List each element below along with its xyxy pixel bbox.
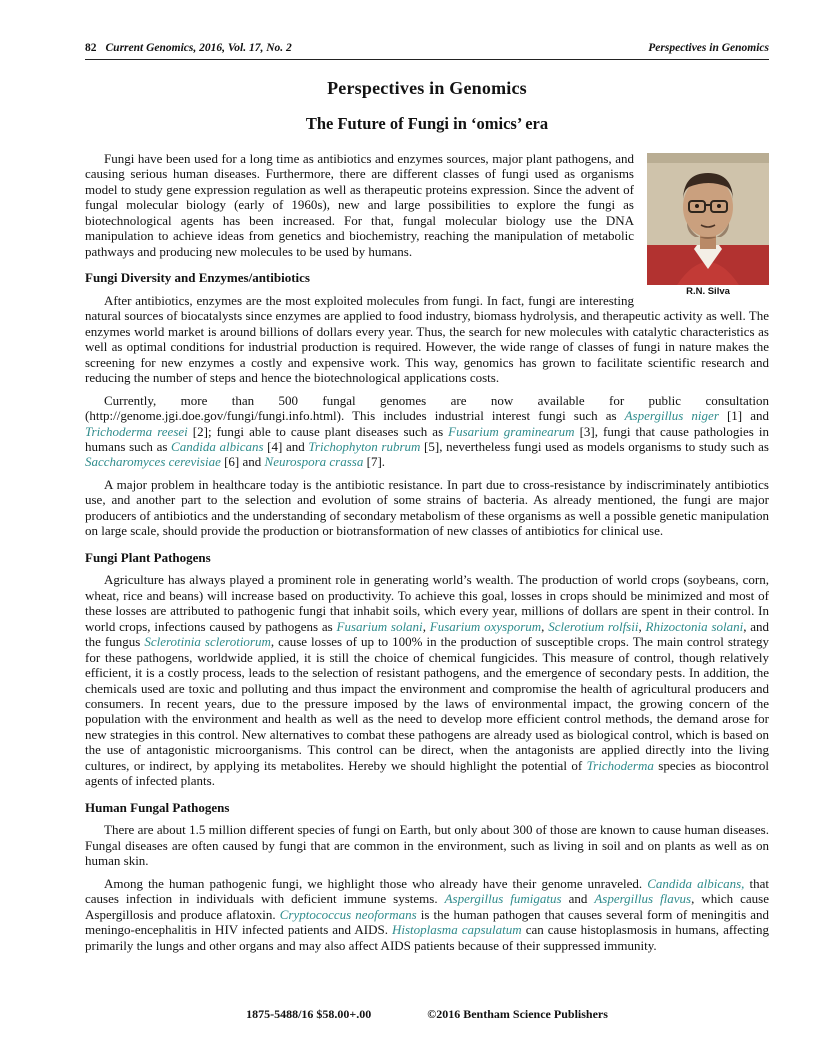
text-run: There are about 1.5 million different species of fungi on Earth, but only about 300 of those are known to cause human diseases. Fungal diseases are often caused by fungi that are common in the environment, such as living in soil and on plants as well as on human skin. <box>85 822 769 869</box>
paragraph <box>85 822 769 868</box>
text-run: [1] and <box>718 408 769 424</box>
paragraph <box>85 293 769 386</box>
taxon-name: Sclerotinia sclerotiorum <box>144 634 271 650</box>
text-run: , which cause Aspergillosis and produce aflatoxin. <box>85 891 769 922</box>
taxon-name: Neurospora crassa <box>264 454 364 470</box>
journal-citation <box>85 42 292 54</box>
journal-name: Current Genomics, 2016, Vol. 17, No. 2 <box>105 42 292 54</box>
author-photo-caption: R.N. Silva <box>686 286 730 297</box>
taxon-name: Fusarium oxysporum <box>429 618 542 634</box>
copyright-notice: ©2016 Bentham Science Publishers <box>427 1007 608 1021</box>
paragraph <box>85 876 769 953</box>
taxon-name: Sclerotium rolfsii <box>548 618 639 634</box>
text-run: , <box>541 618 549 634</box>
taxon-name: Histoplasma capsulatum <box>391 922 522 938</box>
paragraph <box>85 393 769 470</box>
text-run: After antibiotics, enzymes are the most exploited molecules from fungi. In fact, fungi are interesting natural sources of biocatalysts since enzymes are applied to food industry, biomass hydrolysis, and therapeutic activity as well. The enzymes world market is around billions of dollars every year. Thus, the search for new molecules with catalytic characteristics as well as optimal conditions for industrial production is required. However, the wide range of classes of fungi in nature makes the screening for new enzymes a costly and expensive work. This way, genomics has grown to facilitate scientific research and reducing the number of steps and hence the biotechnological applications costs. <box>85 292 769 386</box>
text-run: A major problem in healthcare today is the antibiotic resistance. In part due to cross-resistance by indiscriminately antibiotics use, and another part to the selection and evolution of some strains of bacteria. As already mentioned, the fungi are major producers of antibiotics and the understanding of secondary metabolism of these organisms as well a possible genetic manipulation on large scale, should provide the production or biotransformation of new classes of antibiotics for clinical use. <box>85 476 769 539</box>
author-photo <box>647 153 769 285</box>
text-run: [6] and <box>220 454 265 470</box>
taxon-name: Candida albicans, <box>647 875 745 891</box>
article-body <box>85 151 769 960</box>
running-head: Perspectives in Genomics <box>648 42 769 54</box>
section-heading-fungi-diversity: Fungi Diversity and Enzymes/antibiotics <box>85 270 310 286</box>
text-run: Among the human pathogenic fungi, we highlight those who already have their genome unraveled. <box>104 875 648 891</box>
text-run: , cause losses of up to 100% in the production of susceptible crops. The main control strategy for these pathogens, worldwide applied, it is still the choice of chemical fungicides. This measure of control, though relatively efficient, it is a costly process, leads to the selection of resistant pathogens, and the emergence of secondary pests. In addition, the chemicals used are toxic and polluting and thus impact the environment and compromise the health of agricultural producers and consumers. In recent years, due to the pressure imposed by the laws of environmental impact, the growing concern of the population with the environment and health as well as the need to develop more efficient control methods, the demand arose for new strategies in this control. New alternatives to combat these pathogens are already used as biological control, which is based on the use of antagonistic microorganisms. This control can be direct, when the antagonists are applied directly into the living cultures, or indirect, by applying its metabolites. Hereby we should highlight the potential of <box>85 634 769 773</box>
text-run: Agriculture has always played a prominent role in generating world’s wealth. The production of world crops (soybeans, corn, wheat, rice and beans) will increase based on productivity. To achieve this goal, losses in crops should be minimized and most of these losses are attributed to pathogenic fungi that inhabit soils, which every year, millions of dollars are spent in their control. In world crops, infections caused by pathogens as <box>85 572 769 634</box>
section-heading-human-pathogens: Human Fungal Pathogens <box>85 799 230 815</box>
text-run: and <box>561 891 595 907</box>
taxon-name: Cryptococcus neoformans <box>279 906 417 922</box>
taxon-name: Trichoderma reesei <box>85 423 188 439</box>
text-run: , <box>638 618 646 634</box>
text-run: that causes infection in individuals with deficient immune systems. <box>85 875 769 907</box>
text-run: Fungi have been used for a long time as antibiotics and enzymes sources, major plant pathogens, and causing serious human diseases. Furthermore, there are different classes of fungi used as organisms model to study gene expression regulation as well as therapeutic proteins expression. Since the advent of fungal molecular biology (early of 1960s), new and large possibilities to explore the fungi as biotechnological agents has been increased. For that, fungal molecular biology use the DNA manipulation to achieve ideas from genetics and biochemistry, reaching the manipulation of metabolic pathways and producing new molecules to be used by humans. <box>85 151 634 259</box>
taxon-name: Saccharomyces cerevisiae <box>85 454 221 470</box>
article-title: Perspectives in Genomics <box>327 78 527 98</box>
taxon-name: Aspergillus flavus <box>594 891 692 907</box>
text-run: [3], fungi that cause pathologies in humans such as <box>85 423 769 454</box>
page-header <box>85 42 769 54</box>
text-run: [5], nevertheless fungi used as models organisms to study such as <box>420 438 769 454</box>
paragraph <box>85 477 769 539</box>
header-divider <box>85 59 769 60</box>
page-footer <box>85 1007 769 1022</box>
page-number: 82 <box>85 42 97 54</box>
text-run: , and the fungus <box>85 618 770 650</box>
section-heading-plant-pathogens: Fungi Plant Pathogens <box>85 549 211 565</box>
taxon-name: Trichoderma <box>586 757 654 773</box>
taxon-name: Aspergillus fumigatus <box>444 891 562 907</box>
taxon-name: Trichophyton rubrum <box>308 438 421 454</box>
text-run: [7]. <box>363 454 386 470</box>
text-run: species as biocontrol agents of infected plants. <box>85 757 769 789</box>
text-run: can cause histoplasmosis in humans, affecting primarily the lungs and other organs and may also affect AIDS patients because of their suppressed immunity. <box>85 922 770 953</box>
text-run: Currently, more than 500 fungal genomes are now available for public consultation (http://genome.jgi.doe.gov/fungi/fungi.info.html). This includes industrial interest fungi such as <box>85 392 769 424</box>
taxon-name: Aspergillus niger <box>624 408 719 424</box>
taxon-name: Rhizoctonia solani <box>645 618 744 634</box>
taxon-name: Fusarium graminearum <box>448 423 575 439</box>
taxon-name: Candida albicans <box>171 438 264 454</box>
paragraph <box>85 572 769 789</box>
issn-price: 1875-5488/16 $58.00+.00 <box>246 1007 372 1021</box>
text-run: , <box>422 618 430 634</box>
text-run: [2]; fungi able to cause plant diseases such as <box>187 423 449 439</box>
article-subtitle: The Future of Fungi in ‘omics’ era <box>305 114 549 133</box>
text-run: is the human pathogen that causes several form of meningitis and meningo-encephalitis in HIV infected patients and AIDS. <box>85 906 769 938</box>
text-run: [4] and <box>263 438 309 454</box>
author-figure <box>647 153 769 297</box>
taxon-name: Fusarium solani <box>336 618 423 634</box>
